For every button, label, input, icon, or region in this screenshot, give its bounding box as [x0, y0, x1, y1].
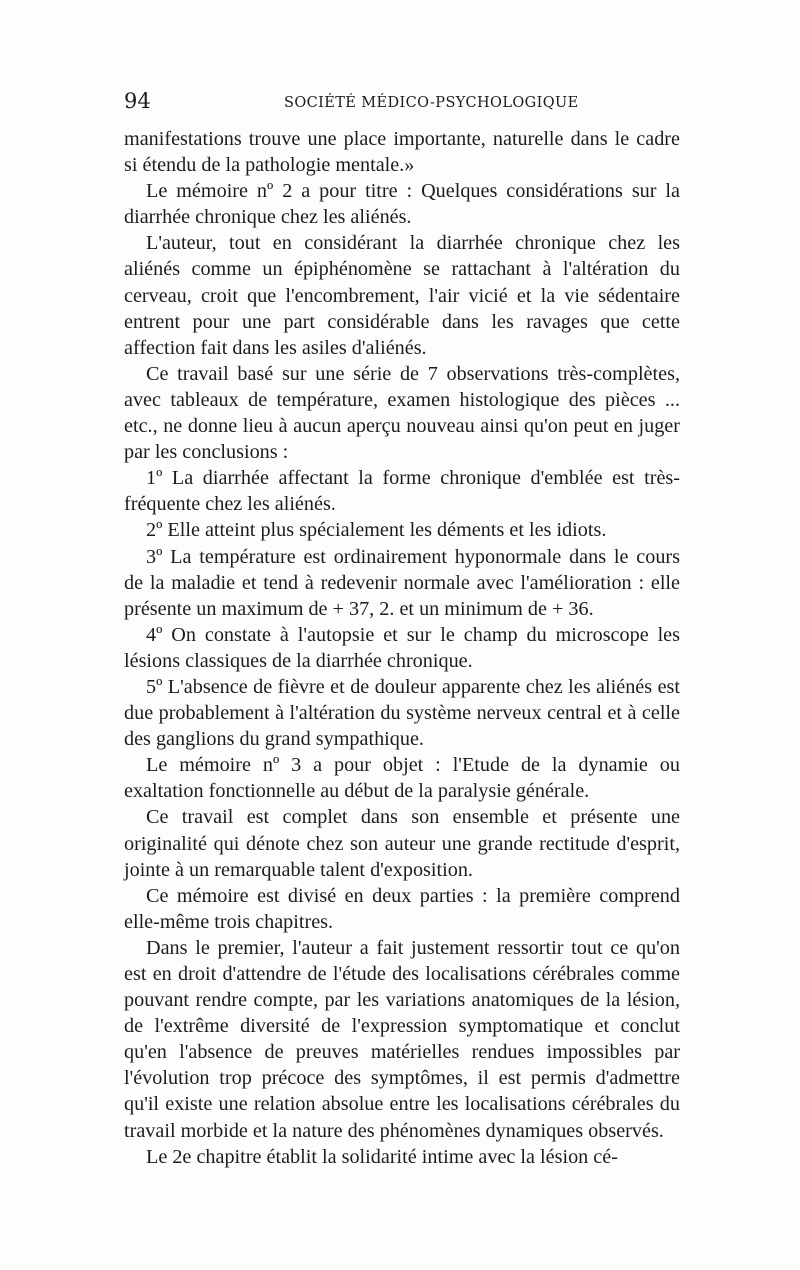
conclusion-item: 3º La température est ordinairement hyponormale dans le cours de la maladie et tend à redevenir normale avec l'amélioration : elle présente un maximum de + 37, 2. et un minimum de + 36. — [124, 545, 680, 620]
conclusion-item: 4º On constate à l'autopsie et sur le champ du microscope les lésions classiques de la diarrhée chronique. — [124, 623, 680, 672]
paragraph: Le 2e chapitre établit la solidarité intime avec la lésion cé- — [146, 1145, 618, 1168]
conclusion-item: 5º L'absence de fièvre et de douleur apparente chez les aliénés est due probablement à l'altération du système nerveux central et à celle des ganglions du grand sympathique. — [124, 675, 680, 751]
conclusion-item: 2º Elle atteint plus spécialement les déments et les idiots. — [146, 519, 607, 542]
page-header — [124, 86, 679, 120]
conclusion-item: 1º La diarrhée affectant la forme chronique d'emblée est très-fréquente chez les aliénés. — [124, 467, 680, 516]
paragraph: Ce mémoire est divisé en deux parties : la première comprend elle-même trois chapitres. — [124, 884, 680, 933]
paragraph: Dans le premier, l'auteur a fait justement ressortir tout ce qu'on est en droit d'attendre de l'étude des localisations cérébrales comme pouvant rendre compte, par les variations anatomiques de la lésion, de l'extrême diversité de l'expression symptomatique et conclut qu'en l'absence de preuves matérielles rendues impossibles par l'évolution trop précoce des symptômes, il est permis d'admettre qu'il existe une relation absolue entre les localisations cérébrales du travail morbide et la nature des phénomènes dynamiques observés. — [124, 936, 680, 1142]
paragraph: L'auteur, tout en considérant la diarrhée chronique chez les aliénés comme un épiphénomène se rattachant à l'altération du cerveau, croit que l'encombrement, l'air vicié et la vie sédentaire entrent pour une part considérable dans les ravages que cette affection fait dans les asiles d'aliénés. — [124, 232, 680, 359]
paragraph: Le mémoire nº 2 a pour titre : Quelques considérations sur la diarrhée chronique chez les aliénés. — [124, 180, 680, 229]
body-text — [124, 126, 680, 1170]
paragraph: Ce travail est complet dans son ensemble et présente une originalité qui dénote chez son auteur une grande rectitude d'esprit, jointe à un remarquable talent d'exposition. — [124, 806, 680, 881]
page-number: 94 — [124, 89, 151, 113]
paragraph: Le mémoire nº 3 a pour objet : l'Etude de la dynamie ou exaltation fonctionnelle au début de la paralysie générale. — [124, 754, 680, 803]
paragraph: manifestations trouve une place importante, naturelle dans le cadre si étendu de la pathologie mentale.» — [124, 128, 680, 177]
running-title: SOCIÉTÉ MÉDICO-PSYCHOLOGIQUE — [284, 95, 579, 111]
paragraph: Ce travail basé sur une série de 7 observations très-complètes, avec tableaux de température, examen histologique des pièces ... etc., ne donne lieu à aucun aperçu nouveau ainsi qu'on peut en juger par les conclusions : — [124, 362, 680, 464]
